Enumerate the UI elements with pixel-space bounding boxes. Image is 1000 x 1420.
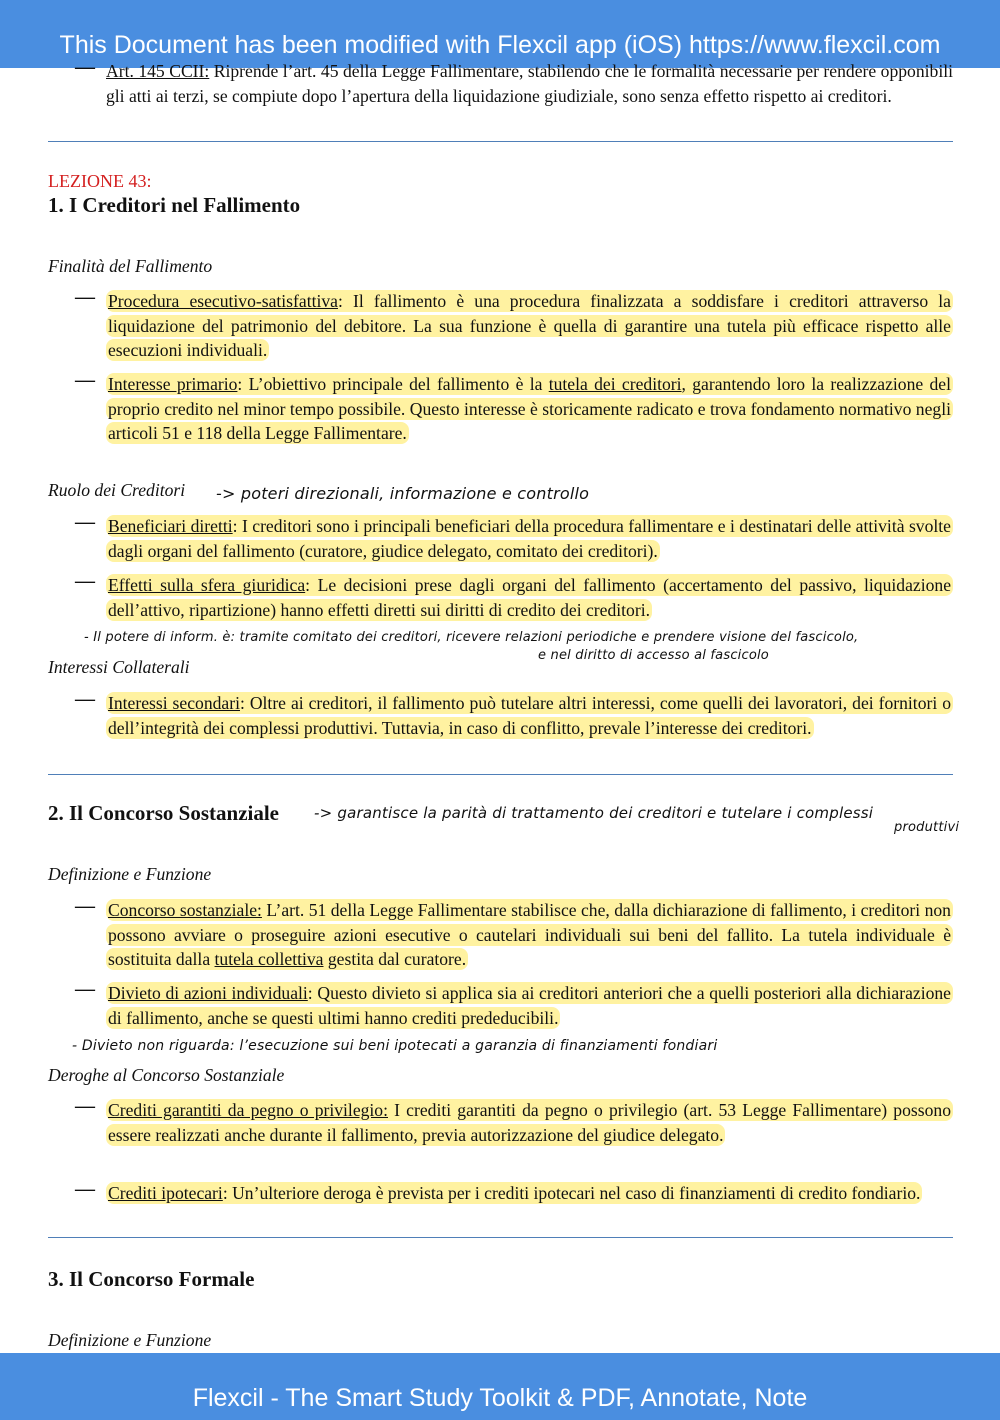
flexcil-top-banner [0,0,1000,68]
ruolo-bullet-2 [106,573,953,622]
finalita-b1-text: : Il fallimento è una procedura finalizzata a soddisfare i creditori attraverso la liquidazione del patrimonio del debitore. La sua funzione è quella di garantire una tutela più efficace rispetto alle esecuzioni individuali. [108,291,951,360]
ruolo-b2-text: : Le decisioni prese dagli organi del fallimento (accertamento del passivo, liquidazione dell’attivo, ripartizione) hanno effetti diretti sui diritti di credito dei creditori. [108,575,951,620]
bullet-dash: — [75,895,95,917]
ruolo-heading: Ruolo dei Creditori [48,480,186,500]
bottom-banner-text: Flexcil - The Smart Study Toolkit & PDF, Annotate, Note [192,1384,808,1412]
definizione-bullet-2 [106,981,953,1030]
handwritten-note-ruolo: -> poteri direzionali, informazione e controllo [216,484,590,503]
finalita-b2-pre: : L’obiettivo principale del fallimento è la [237,374,549,394]
bullet-dash: — [75,688,95,710]
ruolo-b1-term: Beneficiari diretti [108,516,233,536]
ruolo-b1-text: : I creditori sono i principali beneficiari della procedura fallimentare e i destinatari delle attività svolte dagli organi del fallimento (curatore, giudice delegato, comitato dei creditori). [108,516,951,561]
top-bullet-term: Art. 145 CCII: [106,61,210,81]
definizione-heading: Definizione e Funzione [48,864,212,884]
section-divider [48,774,953,775]
definizione-b1-pre: L’art. 51 della Legge Fallimentare stabilisce che, dalla dichiarazione di fallimento, i creditori non possono avviare o proseguire azioni esecutive o cautelari individuali sui beni del fallito. La tutela individuale è sostituita dalla [108,900,951,969]
lesson-label: LEZIONE 43: [48,171,152,191]
bullet-dash: — [75,1095,95,1117]
collaterali-heading: Interessi Collaterali [48,657,190,677]
finalita-b1-term: Procedura esecutivo-satisfattiva [108,291,338,311]
formale-definizione-heading: Definizione e Funzione [48,1330,212,1350]
deroghe-b1-text: I crediti garantiti da pegno o privilegio (art. 53 Legge Fallimentare) possono essere realizzati anche durante il fallimento, previa autorizzazione del giudice delegato. [108,1100,951,1145]
definizione-b2-text: : Questo divieto si applica sia ai creditori anteriori che a quelli posteriori alla dichiarazione di fallimento, anche se questi ultimi hanno crediti prededucibili. [108,983,951,1028]
handwritten-note-concorso: -> garantisce la parità di trattamento dei creditori e tutelare i complessi [314,804,874,822]
deroghe-bullet-2 [106,1181,953,1206]
collaterali-b1-term: Interessi secondari [108,693,240,713]
ruolo-b2-term: Effetti sulla sfera giuridica [108,575,306,595]
finalita-b2-link: tutela dei creditori [548,374,682,394]
handwritten-note-divieto: - Divieto non riguarda: l’esecuzione sui beni ipotecati a garanzia di finanziamenti fondiari [72,1038,718,1054]
section-divider [48,1237,953,1238]
definizione-b1-link: tutela collettiva [214,949,324,969]
section-3-title: 3. Il Concorso Formale [48,1267,255,1291]
deroghe-bullet-1 [106,1098,953,1147]
flexcil-bottom-banner [0,1353,1000,1420]
finalita-bullet-2 [106,372,953,446]
collaterali-b1-text: : Oltre ai creditori, il fallimento può tutelare altri interessi, come quelli dei lavoratori, dei fornitori o dell’integrità dei complessi produttivi. Tuttavia, in caso di conflitto, prevale l’interesse dei creditori. [108,693,951,738]
section-2-title: 2. Il Concorso Sostanziale [48,801,279,825]
finalita-b2-post: , garantendo loro la realizzazione del proprio credito nel minor tempo possibile. Questo interesse è storicamente radicato e trova fondamento normativo negli articoli 51 e 118 della Legge Fallimentare. [108,374,951,443]
ruolo-bullet-1 [106,514,953,563]
collaterali-bullet-1 [106,691,953,740]
section-divider [48,141,953,142]
definizione-b1-term: Concorso sostanziale: [108,900,262,920]
deroghe-heading: Deroghe al Concorso Sostanziale [48,1065,285,1085]
top-banner-text: This Document has been modified with Flexcil app (iOS) https://www.flexcil.com [59,31,941,59]
finalita-bullet-1 [106,289,953,363]
bullet-dash: — [75,570,95,592]
section-1-title: 1. I Creditori nel Fallimento [48,193,301,217]
bullet-dash: — [75,978,95,1000]
bullet-dash: — [75,56,95,78]
bullet-dash: — [75,511,95,533]
deroghe-b2-term: Crediti ipotecari [108,1183,223,1203]
finalita-heading: Finalità del Fallimento [48,256,213,276]
definizione-b1-post: gestita dal curatore. [323,949,467,969]
handwritten-note-concorso-2: produttivi [894,820,960,835]
bullet-dash: — [75,369,95,391]
top-bullet-text: Riprende l’art. 45 della Legge Fallimentare, stabilendo che le formalità necessarie per rendere opponibili gli atti ai terzi, se compiute dopo l’apertura della liquidazione giudiziale, sono senza effetto rispetto ai creditori. [106,61,953,106]
top-bullet [106,59,953,108]
deroghe-b1-term: Crediti garantiti da pegno o privilegio: [108,1100,388,1120]
handwritten-note-accesso: e nel diritto di accesso al fascicolo [538,648,769,663]
deroghe-b2-text: : Un’ulteriore deroga è prevista per i crediti ipotecari nel caso di finanziamenti di credito fondiario. [222,1183,921,1203]
definizione-bullet-1 [106,898,953,972]
bullet-dash: — [75,286,95,308]
bullet-dash: — [75,1178,95,1200]
handwritten-note-informazione: - Il potere di inform. è: tramite comitato dei creditori, ricevere relazioni periodiche e prendere visione del fascicolo, [84,630,859,645]
finalita-b2-term: Interesse primario [108,374,238,394]
definizione-b2-term: Divieto di azioni individuali [108,983,308,1003]
